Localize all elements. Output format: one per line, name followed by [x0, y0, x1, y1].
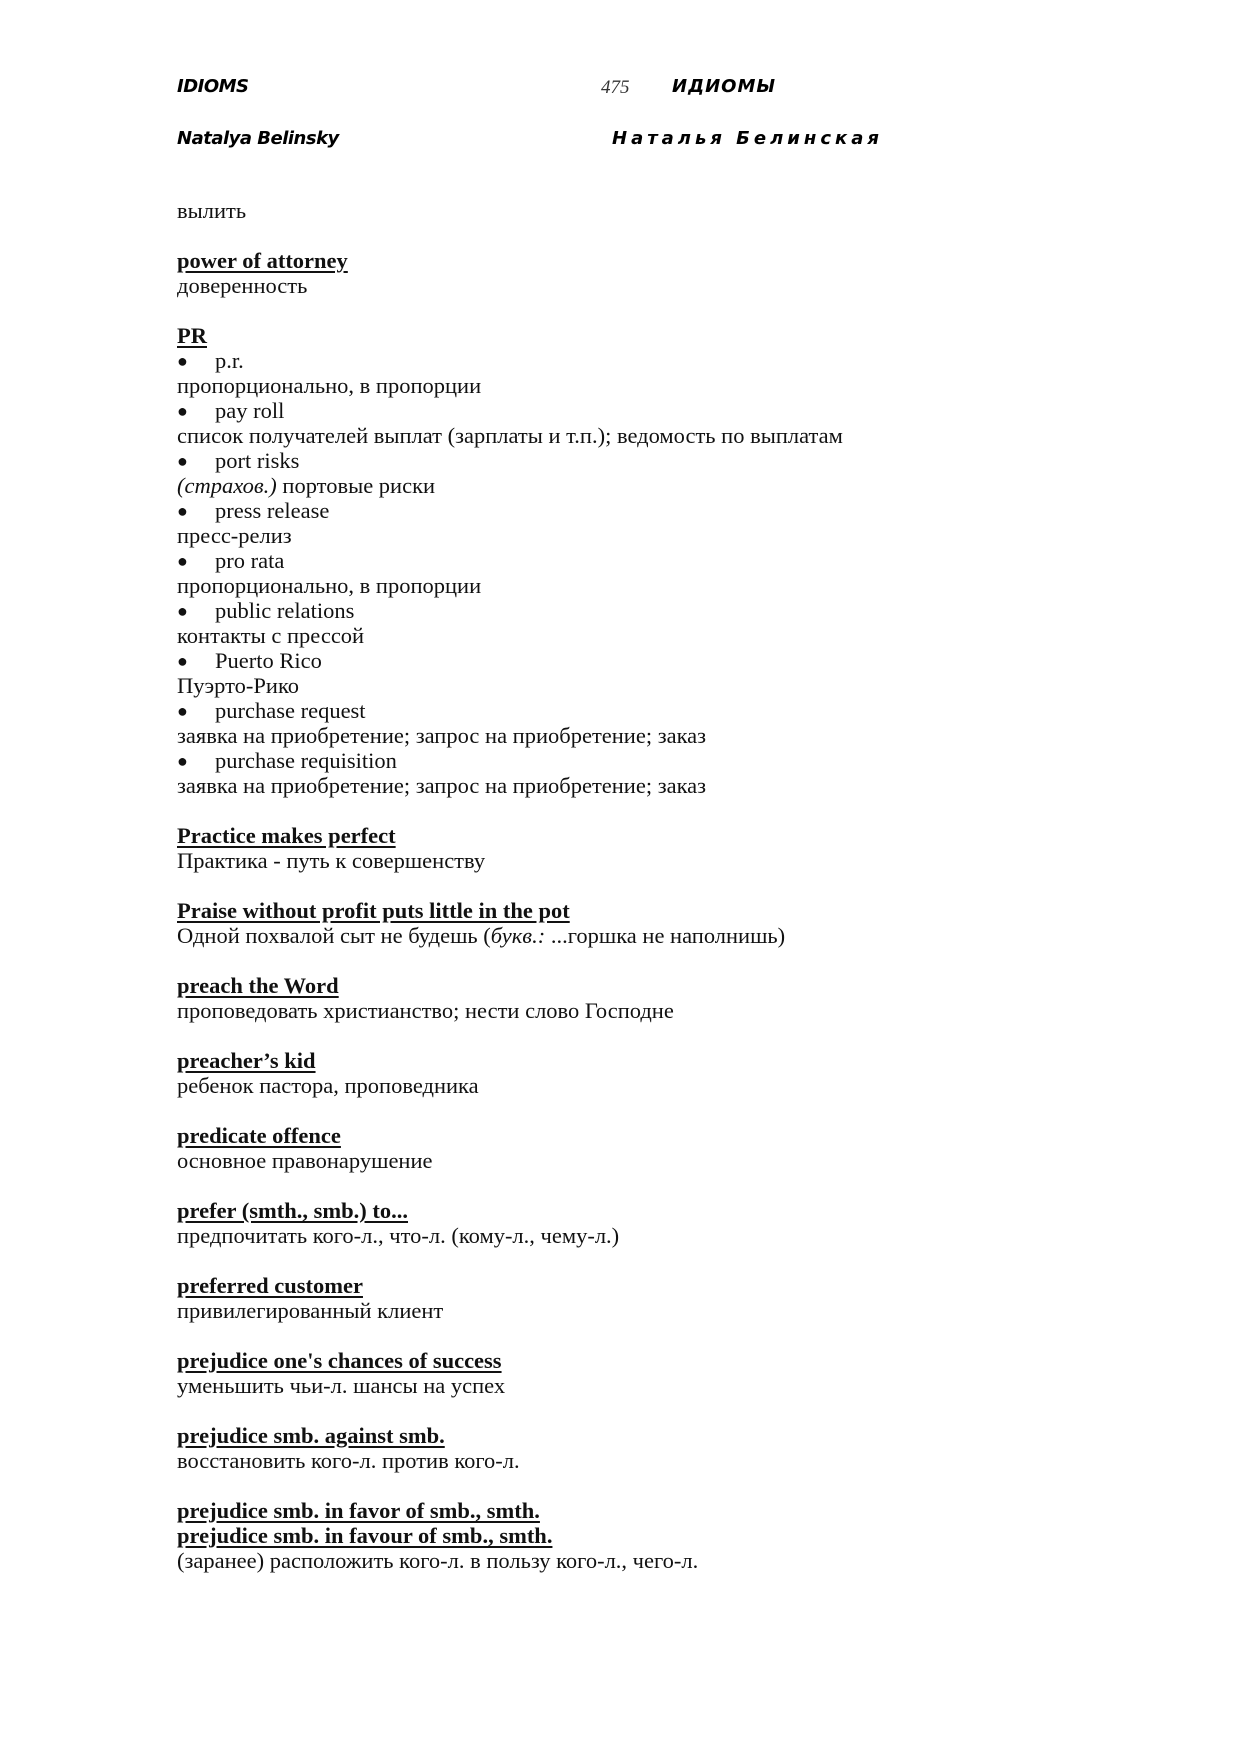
dictionary-entry	[177, 323, 1077, 798]
entry-term: PR	[177, 323, 207, 348]
bullet-translation: Пуэрто-Рико	[177, 673, 299, 698]
bullet-translation	[177, 473, 1077, 498]
entry-translation: восстановить кого-л. против кого-л.	[177, 1448, 520, 1473]
header-title-en: IDIOMS	[177, 76, 249, 97]
translation-part: ...горшка не наполнишь)	[545, 923, 786, 948]
entry-translation	[177, 923, 1077, 948]
bullet-text: Puerto Rico	[215, 648, 322, 673]
translation-part: Одной похвалой сыт не будешь (	[177, 923, 491, 948]
dictionary-entry	[177, 898, 1077, 948]
entry-term-variant: prejudice smb. in favour of smb., smth.	[177, 1523, 553, 1548]
bullet-icon: ●	[177, 501, 188, 521]
bullet-text: port risks	[215, 448, 300, 473]
bullet-icon: ●	[177, 551, 188, 571]
entry-term: prefer (smth., smb.) to...	[177, 1198, 409, 1223]
entry-term: Praise without profit puts little in the pot	[177, 898, 570, 923]
entry-translation: (заранее) расположить кого-л. в пользу кого-л., чего-л.	[177, 1548, 699, 1573]
bullet-translation: контакты с прессой	[177, 623, 365, 648]
entry-translation: уменьшить чьи-л. шансы на успех	[177, 1373, 506, 1398]
entry-translation: предпочитать кого-л., что-л. (кому-л., чему-л.)	[177, 1223, 620, 1248]
bullet-icon: ●	[177, 701, 188, 721]
entry-translation: основное правонарушение	[177, 1148, 433, 1173]
bullet-item	[177, 548, 1077, 573]
dictionary-entry	[177, 248, 1077, 298]
bullet-item	[177, 448, 1077, 473]
bullet-icon: ●	[177, 401, 188, 421]
bullet-icon: ●	[177, 351, 188, 371]
page-number: 475	[601, 77, 630, 98]
bullet-item	[177, 598, 1077, 623]
dictionary-entry	[177, 1123, 1077, 1173]
intro-text: вылить	[177, 198, 247, 223]
entry-term: prejudice smb. in favor of smb., smth.	[177, 1498, 540, 1523]
usage-note: (страхов.)	[177, 473, 277, 498]
bullet-text: p.r.	[215, 348, 244, 373]
bullet-text: press release	[215, 498, 330, 523]
bullet-icon: ●	[177, 751, 188, 771]
entry-term: predicate offence	[177, 1123, 341, 1148]
header-title-ru: ИДИОМЫ	[672, 76, 777, 97]
bullet-text: pro rata	[215, 548, 285, 573]
bullet-translation: пропорционально, в пропорции	[177, 573, 482, 598]
entry-translation: ребенок пастора, проповедника	[177, 1073, 479, 1098]
entry-translation: доверенность	[177, 273, 308, 298]
bullet-item	[177, 648, 1077, 673]
dictionary-entry	[177, 823, 1077, 873]
entry-term: Practice makes perfect	[177, 823, 396, 848]
entry-translation: проповедовать христианство; нести слово Господне	[177, 998, 674, 1023]
dictionary-entry	[177, 1348, 1077, 1398]
bullet-translation: заявка на приобретение; запрос на приобретение; заказ	[177, 773, 707, 798]
bullet-text: purchase request	[215, 698, 366, 723]
bullet-translation-text: портовые риски	[282, 473, 436, 498]
bullet-icon: ●	[177, 651, 188, 671]
entry-term: preach the Word	[177, 973, 339, 998]
entry-translation: привилегированный клиент	[177, 1298, 444, 1323]
bullet-icon: ●	[177, 601, 188, 621]
bullet-text: pay roll	[215, 398, 285, 423]
bullet-item	[177, 348, 1077, 373]
entry-term: power of attorney	[177, 248, 348, 273]
bullet-text: public relations	[215, 598, 355, 623]
dictionary-entry	[177, 1423, 1077, 1473]
header-author-en: Natalya Belinsky	[177, 128, 339, 149]
dictionary-entry	[177, 1048, 1077, 1098]
entry-term: prejudice one's chances of success	[177, 1348, 502, 1373]
entry-term: prejudice smb. against smb.	[177, 1423, 445, 1448]
bullet-item	[177, 748, 1077, 773]
bullet-translation: пропорционально, в пропорции	[177, 373, 482, 398]
entry-translation: Практика - путь к совершенству	[177, 848, 486, 873]
bullet-icon: ●	[177, 451, 188, 471]
bullet-text: purchase requisition	[215, 748, 397, 773]
bullet-item	[177, 498, 1077, 523]
header-author-ru: Наталья Белинская	[612, 128, 883, 149]
dictionary-entry	[177, 1273, 1077, 1323]
dictionary-entry	[177, 1198, 1077, 1248]
bullet-translation: заявка на приобретение; запрос на приобретение; заказ	[177, 723, 707, 748]
bullet-item	[177, 698, 1077, 723]
bullet-translation: пресс-релиз	[177, 523, 292, 548]
bullet-translation: список получателей выплат (зарплаты и т.п.); ведомость по выплатам	[177, 423, 843, 448]
usage-note: букв.:	[490, 923, 546, 948]
bullet-item	[177, 398, 1077, 423]
entry-term: preferred customer	[177, 1273, 363, 1298]
entry-term: preacher’s kid	[177, 1048, 316, 1073]
dictionary-entry	[177, 973, 1077, 1023]
dictionary-body	[177, 198, 1077, 1573]
dictionary-entry	[177, 1498, 1077, 1573]
